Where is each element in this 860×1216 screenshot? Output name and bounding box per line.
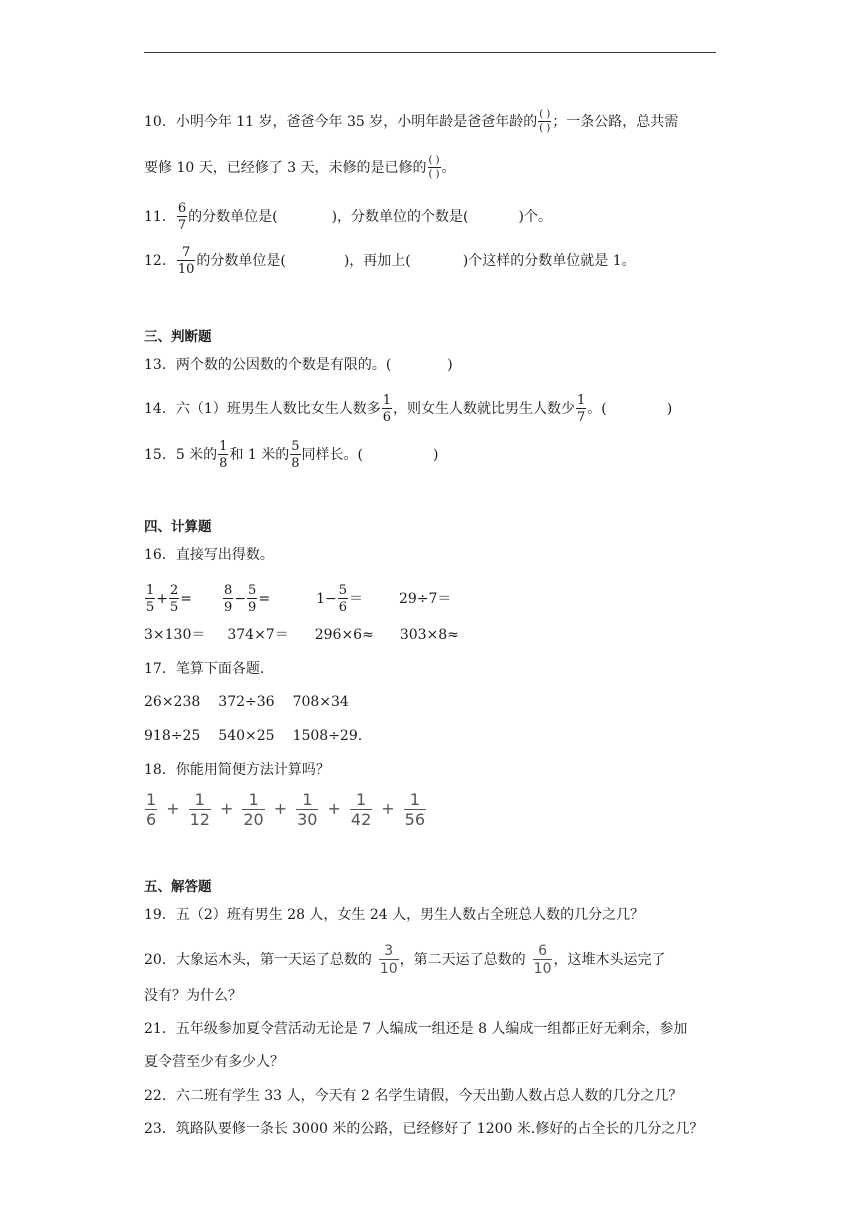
expr: 540×25 [218, 728, 275, 744]
expr-3: 1− $\frac{5}{6}$ ＝ [316, 583, 363, 615]
header-rule [144, 52, 716, 53]
fraction: $\frac{5}{9}$ [248, 583, 257, 615]
question-10-line1: 10．小明今年 11 岁，爸爸今年 35 岁，小明年龄是爸爸年龄的 $\frac{( )}{( )}$ ；一条公路，总共需 [144, 109, 679, 134]
question-14: 14．六（1）班男生人数比女生人数多 $\frac{1}{6}$ ，则女生人数就比男生人数少 $\frac{1}{7}$ 。( ) [144, 393, 673, 425]
fraction: $\frac{1}{12}$ [189, 790, 210, 829]
fraction: $\frac{1}{7}$ [577, 393, 586, 425]
question-17-row2 [144, 726, 362, 746]
fraction: $\frac{1}{30}$ [297, 790, 318, 829]
question-18-title: 18．你能用简便方法计算吗？ [144, 762, 330, 778]
fraction: $\frac{6}{10}$ [533, 943, 552, 977]
blank-fraction: $\frac{( )}{( )}$ [539, 109, 551, 134]
question-16-row1 [144, 584, 451, 614]
section-heading-calculation: 四、计算题 [144, 519, 212, 535]
question-21-line2: 夏令营至少有多少人？ [144, 1054, 284, 1070]
fraction: $\frac{8}{9}$ [224, 583, 233, 615]
section-heading-judgment: 三、判断题 [144, 329, 212, 345]
fraction: $\frac{5}{8}$ [291, 439, 300, 471]
fraction: $\frac{2}{5}$ [170, 583, 179, 615]
blank-fraction: $\frac{( )}{( )}$ [428, 155, 440, 180]
question-15: 15．5 米的 $\frac{1}{8}$ 和 1 米的 $\frac{5}{8}$ 同样长。( ) [144, 439, 439, 471]
question-13: 13．两个数的公因数的个数是有限的。( ) [144, 357, 453, 373]
question-22: 22．六二班有学生 33 人，今天有 2 名学生请假，今天出勤人数占总人数的几分之几？ [144, 1088, 683, 1104]
fraction: $\frac{1}{6}$ [382, 393, 392, 425]
question-12: 12． $\frac{7}{10}$ 的分数单位是( )，再加上( )个这样的分数单位就是 1。 [144, 245, 636, 277]
question-10-line2: 要修 10 天，已经修了 3 天，未修的是已修的 $\frac{( )}{( )}$ 。 [144, 155, 456, 180]
fraction: $\frac{7}{10}$ [177, 245, 195, 277]
expr: 296×6≈ [314, 627, 374, 643]
expr: 1508÷29. [292, 728, 363, 744]
fraction: $\frac{6}{7}$ [177, 201, 187, 233]
expr: 708×34 [292, 694, 349, 710]
question-17-row1 [144, 692, 349, 712]
expr-4: 29÷7＝ [398, 591, 452, 607]
section-heading-solution: 五、解答题 [144, 879, 212, 895]
question-17-title: 17．笔算下面各题. [144, 661, 265, 677]
question-16-title: 16．直接写出得数。 [144, 547, 274, 563]
fraction: $\frac{1}{8}$ [219, 439, 228, 471]
question-23: 23．筑路队要修一条长 3000 米的公路，已经修好了 1200 米.修好的占全长的几分之几？ [144, 1121, 704, 1137]
fraction: $\frac{1}{6}$ [146, 790, 157, 829]
fraction: $\frac{1}{56}$ [404, 790, 426, 829]
expr: 918÷25 [144, 728, 201, 744]
expr: 374×7＝ [227, 627, 289, 643]
question-20-line2: 没有？为什么？ [144, 988, 242, 1004]
expr: 303×8≈ [399, 627, 459, 643]
question-16-row2 [144, 625, 459, 645]
expr-2: $\frac{8}{9}$ − $\frac{5}{9}$ = [224, 583, 271, 615]
fraction: $\frac{1}{42}$ [350, 790, 372, 829]
question-21-line1: 21．五年级参加夏令营活动无论是 7 人编成一组还是 8 人编成一组都正好无剩余，参加 [144, 1021, 688, 1037]
expr: 372÷36 [218, 694, 275, 710]
expr: 3×130＝ [144, 627, 206, 643]
fraction: $\frac{1}{20}$ [243, 790, 264, 829]
fraction: $\frac{3}{10}$ [379, 943, 398, 977]
question-20-line1: 20．大象运木头，第一天运了总数的 $\frac{3}{10}$ ，第二天运了总数的 $\frac{6}{10}$ ，这堆木头运完了 [144, 943, 666, 977]
fraction: $\frac{5}{6}$ [338, 583, 347, 615]
question-18-expression: $\frac{1}{6}$ + $\frac{1}{12}$ + $\frac{1}{20}$ + $\frac{1}{30}$ + $\frac{1}{42}$ + $\frac{1}{56}$ [146, 790, 426, 829]
fraction: $\frac{1}{5}$ [146, 583, 155, 615]
question-19: 19．五（2）班有男生 28 人，女生 24 人，男生人数占全班总人数的几分之几？ [144, 907, 645, 923]
question-11: 11． $\frac{6}{7}$ 的分数单位是( )，分数单位的个数是( )个。 [144, 201, 552, 233]
expr-1: $\frac{1}{5}$ + $\frac{2}{5}$ = [146, 583, 193, 615]
expr: 26×238 [144, 694, 201, 710]
